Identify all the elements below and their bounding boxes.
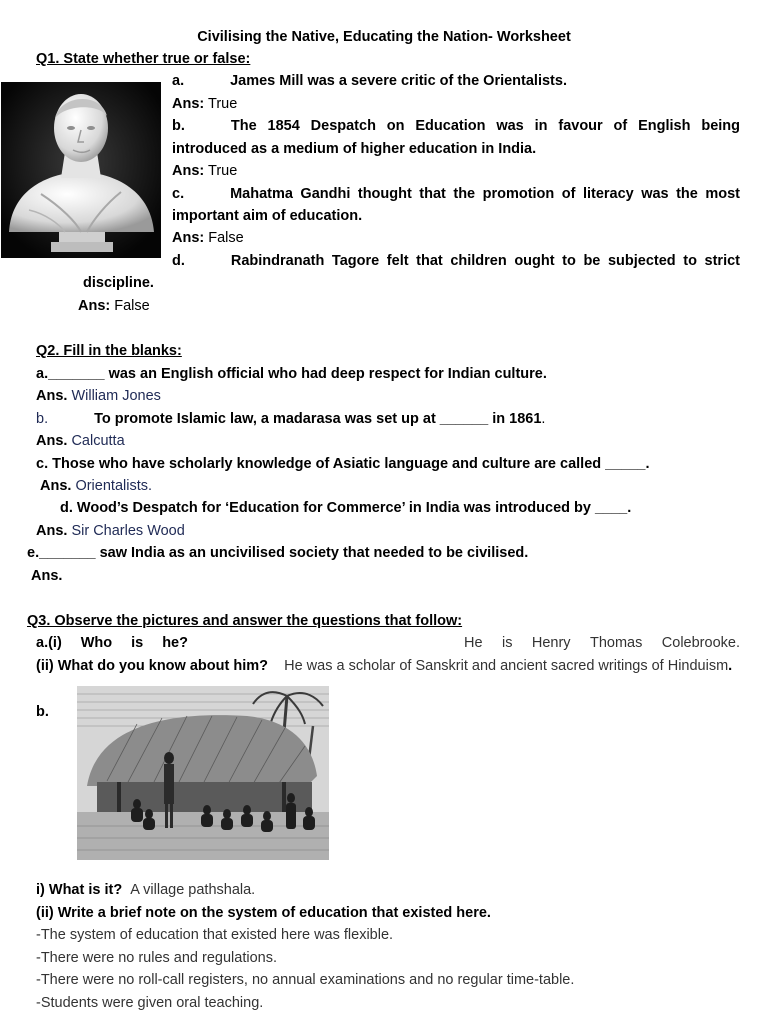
q2-item-b: b. To promote Islamic law, a madarasa was set up at ______ in 1861.: [36, 411, 546, 427]
q3-a-answer-2: He was a scholar of Sanskrit and ancient sacred writings of Hinduism: [284, 658, 729, 674]
q1-item-b-line1: b. The 1854 Despatch on Education was in favour of English being: [172, 118, 740, 134]
q3-b-question-1-row: [36, 879, 255, 901]
q1-item-a: a. James Mill was a severe critic of the Orientalists.: [172, 73, 567, 89]
q1-answer-d: Ans: False: [78, 298, 150, 314]
q3-b-question-2: (ii) Write a brief note on the system of education that existed here.: [36, 905, 491, 921]
q3-b-answer-1: A village pathshala.: [130, 882, 256, 898]
q1-heading: Q1. State whether true or false:: [36, 51, 251, 67]
q2-item-d: d. Wood’s Despatch for ‘Education for Commerce’ in India was introduced by ____.: [60, 500, 632, 516]
pathshala-engraving-icon: [77, 686, 329, 860]
q3-a-answer-1: He is Henry Thomas Colebrooke.: [464, 635, 740, 651]
bust-portrait-image: [1, 82, 161, 258]
q2-item-e: e._______ saw India as an uncivilised society that needed to be civilised.: [27, 545, 529, 561]
q1-item-c-line2: important aim of education.: [172, 208, 363, 224]
q2-answer-d: Ans. Sir Charles Wood: [36, 523, 185, 539]
q1-item-d-line1: d. Rabindranath Tagore felt that children ought to be subjected to strict: [172, 253, 740, 269]
q1-answer-c: Ans: False: [172, 230, 244, 246]
q2-answer-e: Ans.: [31, 568, 63, 584]
q1-item-d-line2: discipline.: [83, 275, 154, 291]
q3-heading: Q3. Observe the pictures and answer the questions that follow:: [27, 613, 463, 629]
q3-b-question-1: i) What is it?: [36, 882, 123, 898]
q3-a-question-2: (ii) What do you know about him?: [36, 658, 268, 674]
q3-b-point-4: -Students were given oral teaching.: [36, 995, 264, 1011]
q2-item-a: a._______ was an English official who had deep respect for Indian culture.: [36, 366, 547, 382]
q3-a-question-2-row: (ii) What do you know about him? He was a scholar of Sanskrit and ancient sacred writings of Hinduism.: [36, 658, 733, 674]
q1-answer-a: Ans: True: [172, 96, 238, 112]
q2-heading: Q2. Fill in the blanks:: [36, 343, 182, 359]
q3-b-point-1: -The system of education that existed here was flexible.: [36, 927, 394, 943]
q1-answer-b: Ans: True: [172, 163, 238, 179]
q3-b-label: b.: [36, 704, 49, 720]
q2-answer-c: Ans. Orientalists.: [40, 478, 153, 494]
q1-item-b-line2: introduced as a medium of higher education in India.: [172, 141, 537, 157]
q3-b-point-3: -There were no roll-call registers, no annual examinations and no regular time-table.: [36, 972, 575, 988]
page-title: Civilising the Native, Educating the Nation- Worksheet: [197, 29, 571, 45]
village-pathshala-image: [77, 686, 329, 860]
q2-item-c: c. Those who have scholarly knowledge of Asiatic language and culture are called _____.: [36, 456, 650, 472]
q3-a-question-1: a.(i) Who is he?: [36, 635, 188, 651]
bust-sculpture-icon: [1, 82, 161, 258]
q1-item-c-line1: c. Mahatma Gandhi thought that the promotion of literacy was the most: [172, 186, 740, 202]
q3-b-point-2: -There were no rules and regulations.: [36, 950, 277, 966]
q2-answer-a: Ans. William Jones: [36, 388, 161, 404]
q2-answer-b: Ans. Calcutta: [36, 433, 125, 449]
